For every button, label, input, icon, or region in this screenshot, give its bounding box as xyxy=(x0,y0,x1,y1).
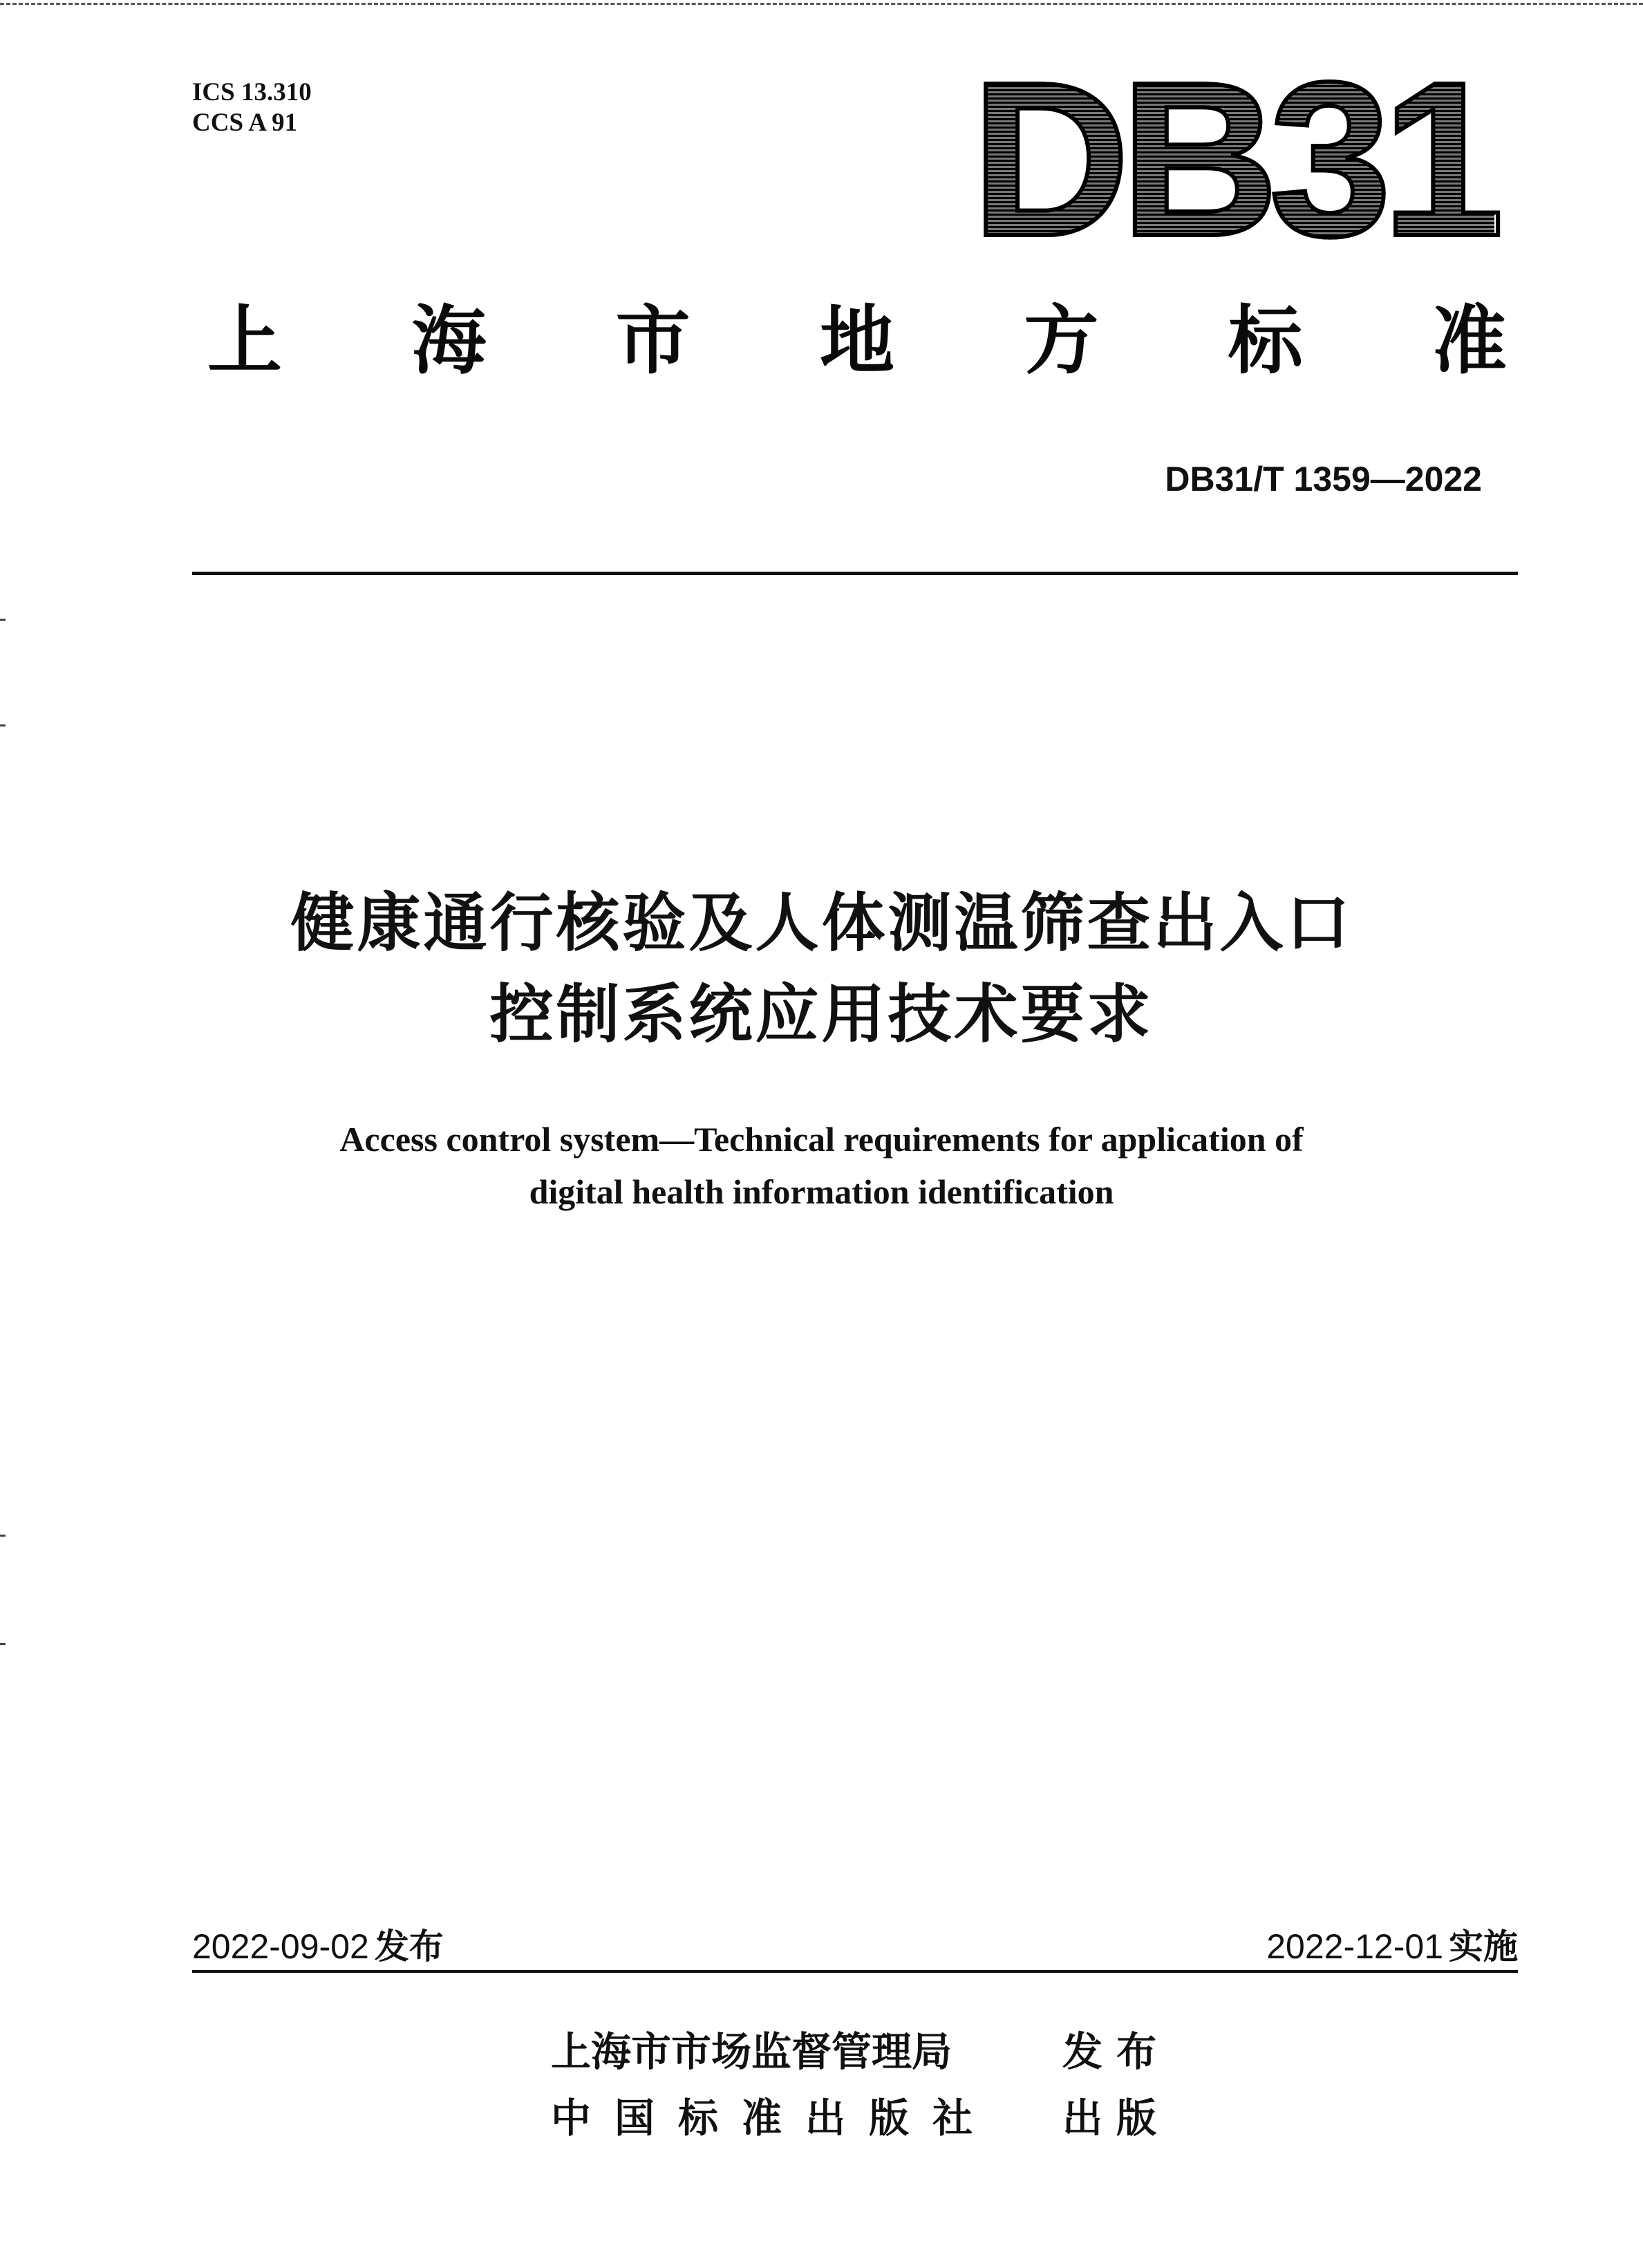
publisher-org xyxy=(551,2085,997,2151)
scan-edge-mark xyxy=(0,724,6,727)
publisher-org-name: 中国标准出版社 xyxy=(551,2094,997,2142)
title-en-line-1: Access control system—Technical requirements for application of xyxy=(339,1120,1304,1159)
title-cn-line-1: 健康通行核验及人体测温筛查出入口 xyxy=(290,886,1353,960)
standard-type-char: 方 xyxy=(1024,298,1099,384)
standard-type-char: 市 xyxy=(615,298,691,384)
standard-number: DB31/T 1359—2022 xyxy=(1165,460,1482,498)
publisher-org xyxy=(551,2018,993,2085)
ccs-code: CCS A 91 xyxy=(192,109,298,137)
footer-divider xyxy=(192,1970,1518,1973)
implement-date-block xyxy=(1266,1919,1518,1969)
implement-label: 实施 xyxy=(1449,1927,1518,1967)
issue-date-block xyxy=(192,1919,444,1969)
standard-type-char: 上 xyxy=(207,298,283,384)
standard-type-char: 地 xyxy=(819,298,894,384)
publisher-block xyxy=(551,2018,1170,2151)
issue-date: 2022-09-02 xyxy=(192,1927,369,1966)
db31-logo-text: DB31 xyxy=(971,37,1495,282)
scan-edge-mark xyxy=(0,1535,6,1537)
classification-codes xyxy=(192,77,312,138)
implement-date: 2022-12-01 xyxy=(1266,1927,1443,1966)
publisher-org-name: 上海市市场监督管理局 xyxy=(551,2028,952,2075)
scan-edge-mark xyxy=(0,619,6,621)
publisher-row xyxy=(551,2018,1170,2085)
standard-type-char: 标 xyxy=(1228,298,1303,384)
scan-edge-mark xyxy=(0,1643,6,1645)
header-divider xyxy=(192,572,1518,575)
publisher-role: 出版 xyxy=(1062,2094,1171,2142)
title-cn-line-2: 控制系统应用技术要求 xyxy=(489,977,1154,1051)
standard-type-heading xyxy=(207,298,1507,384)
scan-top-border xyxy=(0,3,1643,5)
ics-code: ICS 13.310 xyxy=(192,78,312,106)
publisher-role: 发布 xyxy=(1062,2028,1171,2075)
document-title-chinese xyxy=(0,878,1643,1060)
title-en-line-2: digital health information identification xyxy=(529,1172,1114,1211)
document-title-english xyxy=(0,1113,1643,1218)
db31-logo xyxy=(971,37,1495,283)
issue-label: 发布 xyxy=(374,1927,444,1967)
standard-type-char: 海 xyxy=(411,298,487,384)
publisher-row xyxy=(551,2085,1170,2151)
standard-type-char: 准 xyxy=(1431,298,1507,384)
